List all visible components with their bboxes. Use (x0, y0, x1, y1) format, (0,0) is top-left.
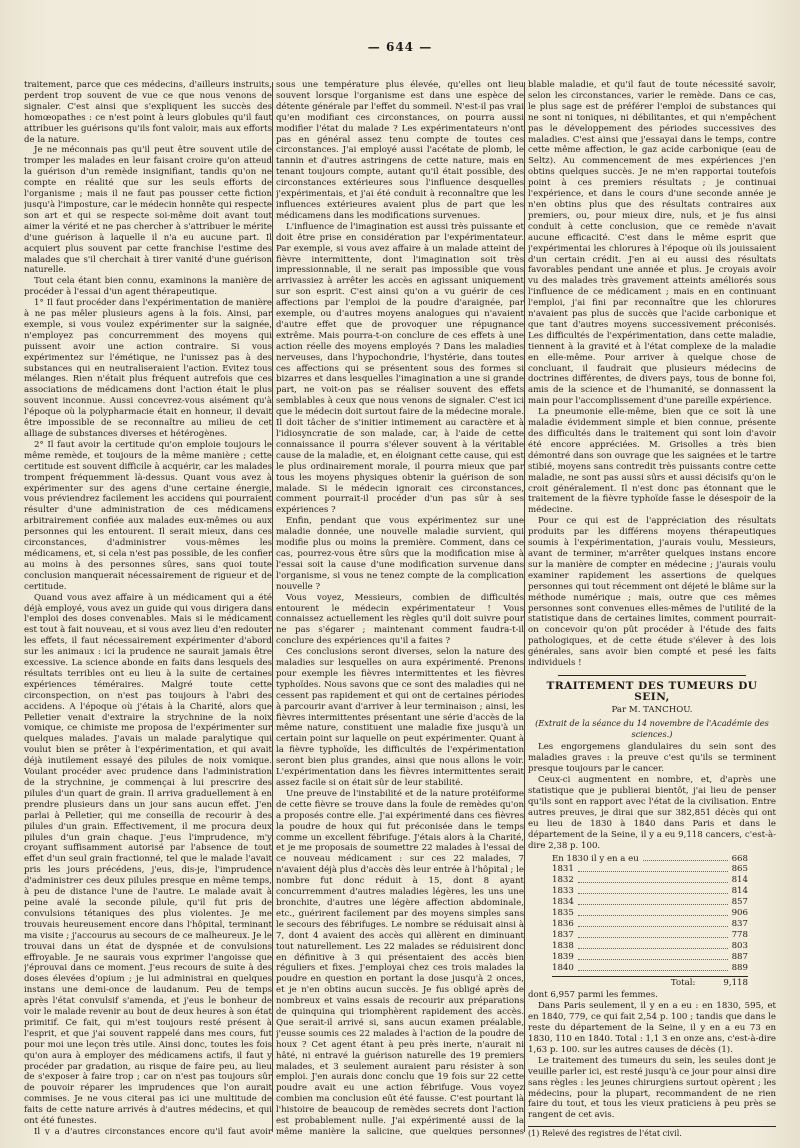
leader-dots (578, 952, 728, 960)
stat-row (552, 875, 748, 886)
cancer-statistics-table (552, 854, 748, 989)
stat-total-value: 9,118 (723, 977, 748, 988)
paragraph: Quand vous avez affaire à un médicament qui a été déjà employé, vous avez un guide qui vous dirigera dans l'emploi des doses convenables. Mais si le médicament est tout à fait nouveau, et si vous avez lieu d'en redouter les effets, il faut nécessairement expérimenter d'abord sur les animaux : ici la prudence ne saurait jamais être excessive. La science abonde en faits dans lesquels des résultats terribles ont eu lieu à la suite de certaines expériences téméraires. Malgré toute cette circonspection, on n'est pas toujours à l'abri des accidens. A l'époque où j'étais à la Charité, alors que Pelletier venait d'extraire la strychnine de la noix vomique, ce chimiste me proposa de l'expérimenter sur quelques malades. J'avais un malade paralytique qui voulut bien se prêter à l'expérimentation, et qui avait déjà inutilement essayé des pilules de noix vomique. Voulant procéder avec prudence dans l'administration de la strychnine, je commençai à lui prescrire des pilules d'un quart de grain. Il arriva graduellement à en prendre plusieurs dans un jour sans aucun effet. J'en parlai à Pelletier, qui me conseilla de recourir à des pilules d'un grain. Effectivement, il me procura deux pilules d'un grain chaque. J'eus l'imprudence, m'y croyant suffisamment autorisé par l'absence de tout effet d'un seul grain fractionné, tel que le malade l'avait pris les jours précédens, j'eus, dis-je, l'imprudence d'administrer ces deux pilules presque en même temps, à peu de distance l'une de l'autre. Le malade avait à peine avalé la seconde pilule, qu'il fut pris de convulsions tétaniques des plus violentes. Je me trouvais heureusement encore dans l'hôpital, terminant ma visite ; j'accourus au secours de ce malheureux. Je le trouvai dans un état de dyspnée et de convulsions effroyable. Je ne saurais vous exprimer l'angoisse que j'éprouvai dans ce moment. J'eus recours de suite à des doses élevées d'opium ; je lui administrai en quelques instans une demi-once de laudanum. Peu de temps après l'état convulsif s'amenda, et j'eus le bonheur de voir le malade revenir au bout de deux heures à son état primitif. Ce fait, qui m'est toujours resté présent à l'esprit, et que j'ai souvent rappelé dans mes cours, fut pour moi une leçon très utile. Ainsi donc, toutes les fois qu'on aura à employer des médicamens actifs, il faut y procéder par gradation, au risque de faire peu, au lieu de s'exposer à faire trop ; car on n'est pas toujours sûr de pouvoir réparer les imprudences que l'on aurait commises. Je ne vous citerai pas ici une multitude de faits de cette nature arrivés à d'autres médecins, et qui ont été funestes. (24, 592, 272, 1127)
leader-dots (578, 908, 728, 916)
stat-row (552, 941, 748, 952)
text-column-1 (24, 80, 272, 1135)
page-number: — 644 — (367, 40, 433, 54)
stat-year: 1833 (552, 886, 574, 897)
text-column-3 (528, 80, 776, 1120)
stat-value: 814 (731, 886, 748, 897)
paragraph: Vous voyez, Messieurs, combien de difficultés entourent le médecin expérimentateur ! Vous connaissez actuellement les règles qu'il doit suivre pour ne pas s'égarer ; maintenant comment faudra-t-il conclure des expériences qu'il a faites ? (276, 592, 524, 647)
paragraph: traitement, parce que ces médecins, d'ailleurs instruits, perdent trop souvent de vue ce que nous venons de signaler. C'est ainsi que s'expliquent les succès des homœopathes : ce n'est point à leurs globules qu'il faut attribuer les guérisons qu'ils font valoir, mais aux efforts de la nature. (24, 80, 272, 145)
stat-total-label: Total: (670, 977, 696, 988)
stat-row (552, 963, 748, 974)
stat-value: 889 (731, 962, 748, 973)
paragraph: La pneumonie elle-même, bien que ce soit là une maladie évidemment simple et bien connue, présente des difficultés dans le traitement qui sont loin d'avoir été encore appréciées. M. Grisolles a très bien démontré dans son ouvrage que les saignées et le tartre stibié, moyens sans contredit très puissants contre cette maladie, ne sont pas aussi sûrs et aussi décisifs qu'on le croit généralement. Il n'est donc pas étonnant que le traitement de la fièvre typhoïde fasse le désespoir de la médecine. (528, 407, 776, 516)
stat-value: 837 (731, 918, 748, 929)
paragraph: dont 6,957 parmi les femmes. (528, 990, 658, 1001)
stat-value: 906 (731, 908, 748, 919)
leader-dots (578, 886, 728, 894)
paragraph: Une preuve de l'instabilité et de la nature protéiforme de cette fièvre se trouve dans la foule de remèdes qu'on a proposés contre elle. J'ai expérimenté dans ces fièvres la poudre de houx qui fut préconisée dans le temps comme un excellent fébrifuge. J'étais alors à la Charité, et je me proposais de soumettre 22 malades à l'essai de ce nouveau médicament : sur ces 22 malades, 7 n'avaient déjà plus d'accès dès leur entrée à l'hôpital ; le nombre fut donc réduit à 15, dont 8 ayant concurremment d'autres maladies légères, les uns une bronchite, d'autres une légère affection abdominale, etc., guérirent facilement par des moyens simples sans le secours des fébrifuges. Le nombre se réduisait ainsi à 7, dont 4 avaient des accès qui allèrent en diminuant tout naturellement. Les 22 malades se réduisirent donc en définitive à 3 qui présentaient des accès bien réguliers et fixes. J'employai chez ces trois malades la poudre en question en portant la dose jusqu'à 2 onces, et je n'en obtins aucun succès. Je fus obligé après de nombreux et vains essais de recourir aux préparations de quinquina qui triomphèrent rapidement des accès. Que serait-il arrivé si, sans aucun examen préalable, j'eusse soumis ces 22 malades à l'action de la poudre de houx ? Cet agent étant à peu près inerte, n'aurait ni hâté, ni entravé la guérison naturelle des 19 premiers malades, et 3 seulement auraient paru résister à son emploi. J'en aurais donc conclu que 19 fois sur 22 cette poudre avait eu une action fébrifuge. Vous voyez combien ma conclusion eût été fausse. C'est pourtant là l'histoire de beaucoup de remèdes secrets dont l'action est probablement nulle. J'ai expérimenté aussi de la même manière la salicine, que quelques personnes (276, 788, 524, 1135)
stat-year: 1839 (552, 951, 574, 962)
section-title: TRAITEMENT DES TUMEURS DU SEIN, (546, 679, 758, 703)
section-author: Par M. TANCHOU. (611, 704, 693, 715)
paragraph: Pour ce qui est de l'appréciation des résultats produits par les différens moyens thérapeutiques soumis à l'expérimentation, j'aurais voulu, Messieurs, avant de terminer, m'arrêter quelques instans encore sur la manière de compter en médecine ; j'aurais voulu examiner rapidement les assertions de quelques personnes qui tout récemment ont déjeté le blâme sur la méthode numérique ; mais, outre que ces mêmes personnes sont convenues elles-mêmes de l'utilité de la statistique dans de certaines limites, comment pourrait-on concevoir qu'on pût procéder à l'étude des faits pathologiques, et de cette étude s'élever à des lois générales, sans avoir bien compté et pesé les faits individuels ! (528, 516, 776, 669)
paragraph: Les engorgemens glandulaires du sein sont des maladies graves : la preuve c'est qu'ils se terminent presque toujours par le cancer. (528, 742, 776, 775)
text-column-2 (276, 80, 524, 1135)
paragraph: Il y a d'autres circonstances encore qu'il faut avoir (34, 1127, 272, 1135)
paragraph: Dans Paris seulement, il y en a eu : en 1830, 595, et en 1840, 779, ce qui fait 2,54 p. 100 ; tandis que dans le reste du département de la Seine, il y en a eu 73 en 1830, 110 en 1840. Total : 1,1 3 en onze ans, c'est-à-dire 1,63 p. 100. sur les autres causes de décès (1). (528, 1001, 776, 1055)
paragraph: Enfin, pendant que vous expérimentez sur une maladie donnée, une nouvelle maladie survient, qui modifie plus ou moins la première. Comment, dans ce cas, pourrez-vous être sûrs que la modification mise à l'essai soit la cause d'une modification survenue dans l'organisme, si vous ne tenez compte de la complication nouvelle ? (276, 516, 524, 592)
stat-row (552, 897, 748, 908)
stat-value: 857 (731, 897, 748, 908)
stat-value: 668 (731, 853, 748, 864)
leader-dots (578, 919, 728, 927)
stat-row (552, 919, 748, 930)
paragraph: Je ne méconnais pas qu'il peut être souvent utile de tromper les malades en leur faisant croire qu'on atteud la guérison d'un remède insignifiant, tandis qu'on ne compte en réalité que sur les seuls efforts de l'organisme ; mais il ne faut pas pousser cette fiction jusqu'à l'imposture, car le médecin honnête qui respecte son art et qui se respecte soi-même doit avant tout aimer la vérité et ne pas chercher à s'attribuer le mérite d'une guérison à laquelle il n'a eu aucune part. Il acquiert plus souvent par cette franchise l'estime des malades que s'il cherchait à tirer vanité d'une guérison naturelle. (24, 145, 272, 276)
stat-year: 1837 (552, 929, 574, 940)
leader-dots (578, 875, 728, 883)
paragraph: 2° Il faut avoir la certitude qu'on emploie toujours le même remède, et toujours de la même manière ; cette certitude est souvent difficile à acquérir, car les malades trompent fréquemment là-dessus. Quant vous avez à expérimenter sur des agens d'une certaine énergie, vous préviendrez facilement les accidens qui pourraient résulter d'une administration de ces médicamens arbitrairement confiée aux malades eux-mêmes ou aux personnes qui les entourent. Il serait mieux, dans ces circonstances, d'administrer vous-mêmes les médicamens, et, si cela n'est pas possible, de les confier au moins à des personnes sûres, sans quoi toute conclusion manquerait nécessairement de rigueur et de certitude. (24, 439, 272, 592)
stat-year: 1836 (552, 918, 574, 929)
stat-row (552, 886, 748, 897)
column-divider (272, 82, 273, 1132)
leader-dots (578, 864, 728, 872)
section-extract-note: (Extrait de la séance du 14 novembre de l'Académie des sciences.) (535, 717, 769, 739)
leader-dots (578, 963, 728, 971)
column-divider (524, 82, 525, 1132)
paragraph: sous une température plus élevée, qu'elles ont lieu souvent lorsque l'organisme est dans une espèce de détente générale par l'effet du sommeil. N'est-il pas vrai qu'en modifiant ces circonstances, on pourra aussi modifier l'état du malade ? Les expérimentateurs n'ont pas en général assez tenu compte de toutes ces circonstances. J'ai employé aussi l'acétate de plomb, le tannin et d'autres astringens de cette nature, mais en tenant toujours compte, autant qu'il était possible, des circonstances extérieures sous l'influence desquelles j'expérimentais, et j'ai été conduit à reconnaître que les influences extérieures avaient plus de part que les médicamens dans les modifications survenues. (276, 80, 524, 221)
stat-value: 887 (731, 951, 748, 962)
stat-value: 803 (731, 940, 748, 951)
stat-year: 1838 (552, 940, 574, 951)
stat-year: 1834 (552, 897, 574, 908)
leader-dots (643, 854, 728, 862)
leader-dots (578, 897, 728, 905)
stat-value: 814 (731, 875, 748, 886)
paragraph: L'influence de l'imagination est aussi très puissante et doit être prise en considération par l'expérimentateur. Par exemple, si vous avez affaire à un malade atteint de fièvre intermittente, dont l'imagination soit très impressionnable, il ne serait pas impossible que vous arrivassiez à arrêter les accès en agissant uniquement sur son esprit. C'est ainsi qu'on a vu guérir de ces affections par l'emploi de la poudre d'araignée, par exemple, ou d'autres moyens analogues qui n'avaient d'autre effet que de provoquer une répugnance extrême. Mais pourra-t-on conclure de ces effets à une action réelle des moyens employés ? Dans les maladies nerveuses, dans l'hypochondrie, l'hystérie, dans toutes ces affections qui se présentent sous des formes si bizarres et dans lesquelles l'imagination a une si grande part, ne voit-on pas se réaliser souvent des effets semblables à ceux que nous venons de signaler. C'est ici que le médecin doit surtout faire de la médecine morale. Il doit tâcher de s'initier intimement au caractère et à l'idiosyncratie de son malade, car, à l'aide de cette connaissance il pourra s'élever souvent à la véritable cause de la maladie, et, en éloignant cette cause, qui est le plus ordinairement morale, il pourra mieux que par tous les moyens physiques obtenir la guérison de son malade. Si le médecin ignorait ces circonstances, comment pourrait-il procéder d'un pas sûr à ses expériences ? (276, 221, 524, 516)
stat-row (552, 908, 748, 919)
paragraph: Ceux-ci augmentent en nombre, et, d'après une statistique que je publierai bientôt, j'ai lieu de penser qu'ils sont en rapport avec l'état de la civilisation. Entre autres preuves, je dirai que sur 382,851 décès qui ont eu lieu de 1830 à 1840 dans Paris et dans le département de la Seine, il y a eu 9,118 cancers, c'est-à-dire 2,38 p. 100. (528, 775, 776, 851)
stat-total-row (552, 976, 748, 989)
leader-dots (578, 941, 728, 949)
stat-year: 1832 (552, 875, 574, 886)
section-divider (558, 675, 746, 676)
stat-year: 1840 (552, 962, 574, 973)
paragraph: Ces conclusions seront diverses, selon la nature des maladies sur lesquelles on aura expérimenté. Prenons pour exemple les fièvres intermittentes et les fièvres typhoïdes. Nous savons que ce sont des maladies qui ne cessent pas rapidement et qui ont de certaines périodes à parcourir avant d'arriver à leur terminaison ; ainsi, les fièvres intermittentes présentant une série d'accès de la même nature, constituent une maladie fixe jusqu'à un certain point sur laquelle on peut expérimenter. Quant à la fièvre typhoïde, les difficultés de l'expérimentation seront bien plus grandes, ainsi que nous allons le voir. L'expérimentation dans les fièvres intermittentes serait assez facile si on était sûr de leur stabilité. (276, 647, 524, 788)
leader-dots (578, 930, 728, 938)
stat-row (552, 864, 748, 875)
stat-label: En 1830 il y en a eu (552, 853, 639, 864)
stat-row (552, 952, 748, 963)
paragraph: Tout cela étant bien connu, examinons la manière de procéder à l'essai d'un agent thérapeutique. (24, 276, 272, 298)
stat-row (552, 930, 748, 941)
stat-value: 865 (731, 864, 748, 875)
stat-row (552, 854, 748, 865)
stat-year: 1831 (552, 864, 574, 875)
stat-value: 778 (731, 929, 748, 940)
paragraph: Le traitement des tumeurs du sein, les seules dont je veuille parler ici, est resté jusqu'à ce jour pour ainsi dire sans règles : les jeunes chirurgiens surtout opèrent ; les médecins, pour la plupart, recommandent de ne rien faire du tout, et tous les vieux praticiens à peu près se rangent de cet avis. (528, 1055, 776, 1120)
paragraph: blable maladie, et qu'il faut de toute nécessité savoir, selon les circonstances, varier le remède. Dans ce cas, le plus sage est de préférer l'emploi de substances qui ne sont ni toniques, ni débilitantes, et qui n'empêchent pas le développement des périodes successives des maladies. C'est ainsi que j'essayai dans le temps, contre cette même affection, le gaz acide carbonique (eau de Seltz). Au commencement de mes expériences j'en obtins quelques succès. Je ne m'en rapportai toutefois point à ces premiers résultats ; je continuai l'expérience, et dans le cours d'une seconde année je n'en obtins plus que des résultats contraires aux premiers, ou, pour mieux dire, nuls, et je fus ainsi conduit à cette conclusion, que ce remède n'avait aucune efficacité. C'est dans le même esprit que j'expérimentai les chlorures à l'époque où ils jouissaient d'un certain crédit. J'en ai eu aussi des résultats favorables pendant une année et plus. Je croyais avoir vu des malades très gravement atteints améliorés sous l'influence de ce médicament ; mais en en continuant l'emploi, j'ai fini par reconnaître que les chlorures n'avaient pas plus de succès que l'acide carbonique et que tant d'autres moyens successivement préconisés. Les difficultés de l'expérimentation, dans cette maladie, tiennent à la gravité et à l'état complexe de la maladie en elle-même. Pour arriver à quelque chose de concluant, il faudrait que plusieurs médecins de doctrines différentes, de divers pays, tous de bonne foi, amis de la science et de l'humanité, se donnassent la main pour l'accomplissement d'une pareille expérience. (528, 80, 776, 407)
footnote: (1) Relevé des registres de l'état civil. (528, 1126, 776, 1138)
stat-year: 1835 (552, 908, 574, 919)
paragraph: 1° Il faut procéder dans l'expérimentation de manière à ne pas mêler plusieurs agens à la fois. Ainsi, par exemple, si vous voulez expérimenter sur la saignée, n'employez pas concurremment des moyens qui puissent avoir une action contraire. Si vous expérimentez sur l'émétique, ne l'unissez pas à des substances qui en neutraliseraient l'action. Evitez tous mélanges. Rien n'était plus fréquent autrefois que ces associations de médicamens dont l'action était le plus souvent inconnue. Aussi concevrez-vous aisément qu'à l'époque où la polypharmacie était en honneur, il devait être impossible de se reconnaître au milieu de cet alliage de substances diverses et hétérogènes. (24, 298, 272, 439)
